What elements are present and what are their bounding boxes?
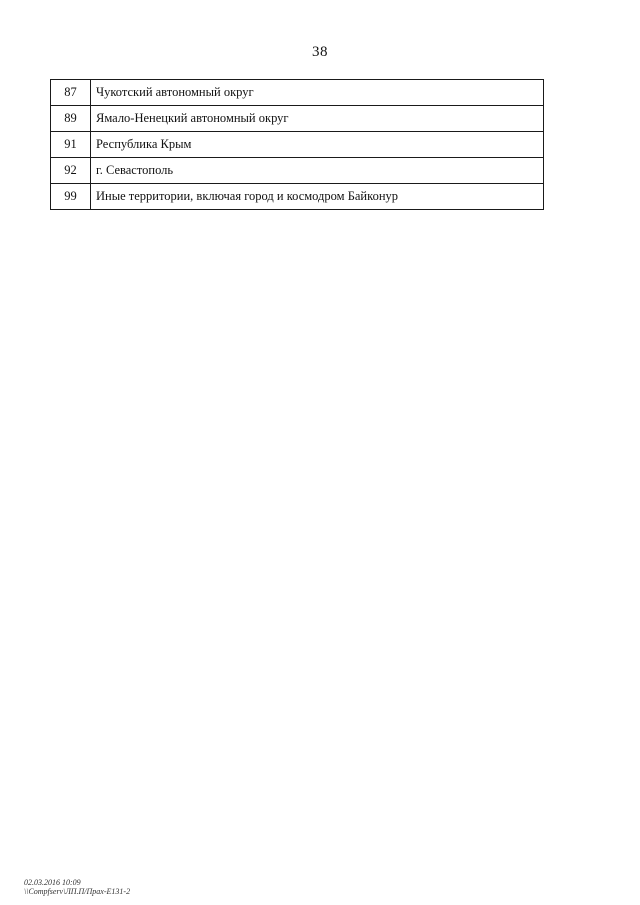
region-name-cell: Республика Крым <box>91 132 544 158</box>
region-code-cell: 91 <box>51 132 91 158</box>
footer-timestamp: 02.03.2016 10:09 <box>24 878 81 887</box>
region-code-cell: 99 <box>51 184 91 210</box>
region-name-cell: Ямало-Ненецкий автономный округ <box>91 106 544 132</box>
region-name-cell: Иные территории, включая город и космодром Байконур <box>91 184 544 210</box>
region-name-cell: г. Севастополь <box>91 158 544 184</box>
table-row <box>51 158 544 184</box>
table-row <box>51 106 544 132</box>
table-row <box>51 184 544 210</box>
region-code-cell: 87 <box>51 80 91 106</box>
region-code-cell: 89 <box>51 106 91 132</box>
region-code-cell: 92 <box>51 158 91 184</box>
footer-file-path: \\Compfserv\ЛП.П/Прах-Е131-2 <box>24 887 131 896</box>
table-row <box>51 80 544 106</box>
document-footer <box>24 878 130 896</box>
region-name-cell: Чукотский автономный округ <box>91 80 544 106</box>
page-number: 38 <box>312 44 328 60</box>
region-codes-table <box>50 79 544 210</box>
table-row <box>51 132 544 158</box>
